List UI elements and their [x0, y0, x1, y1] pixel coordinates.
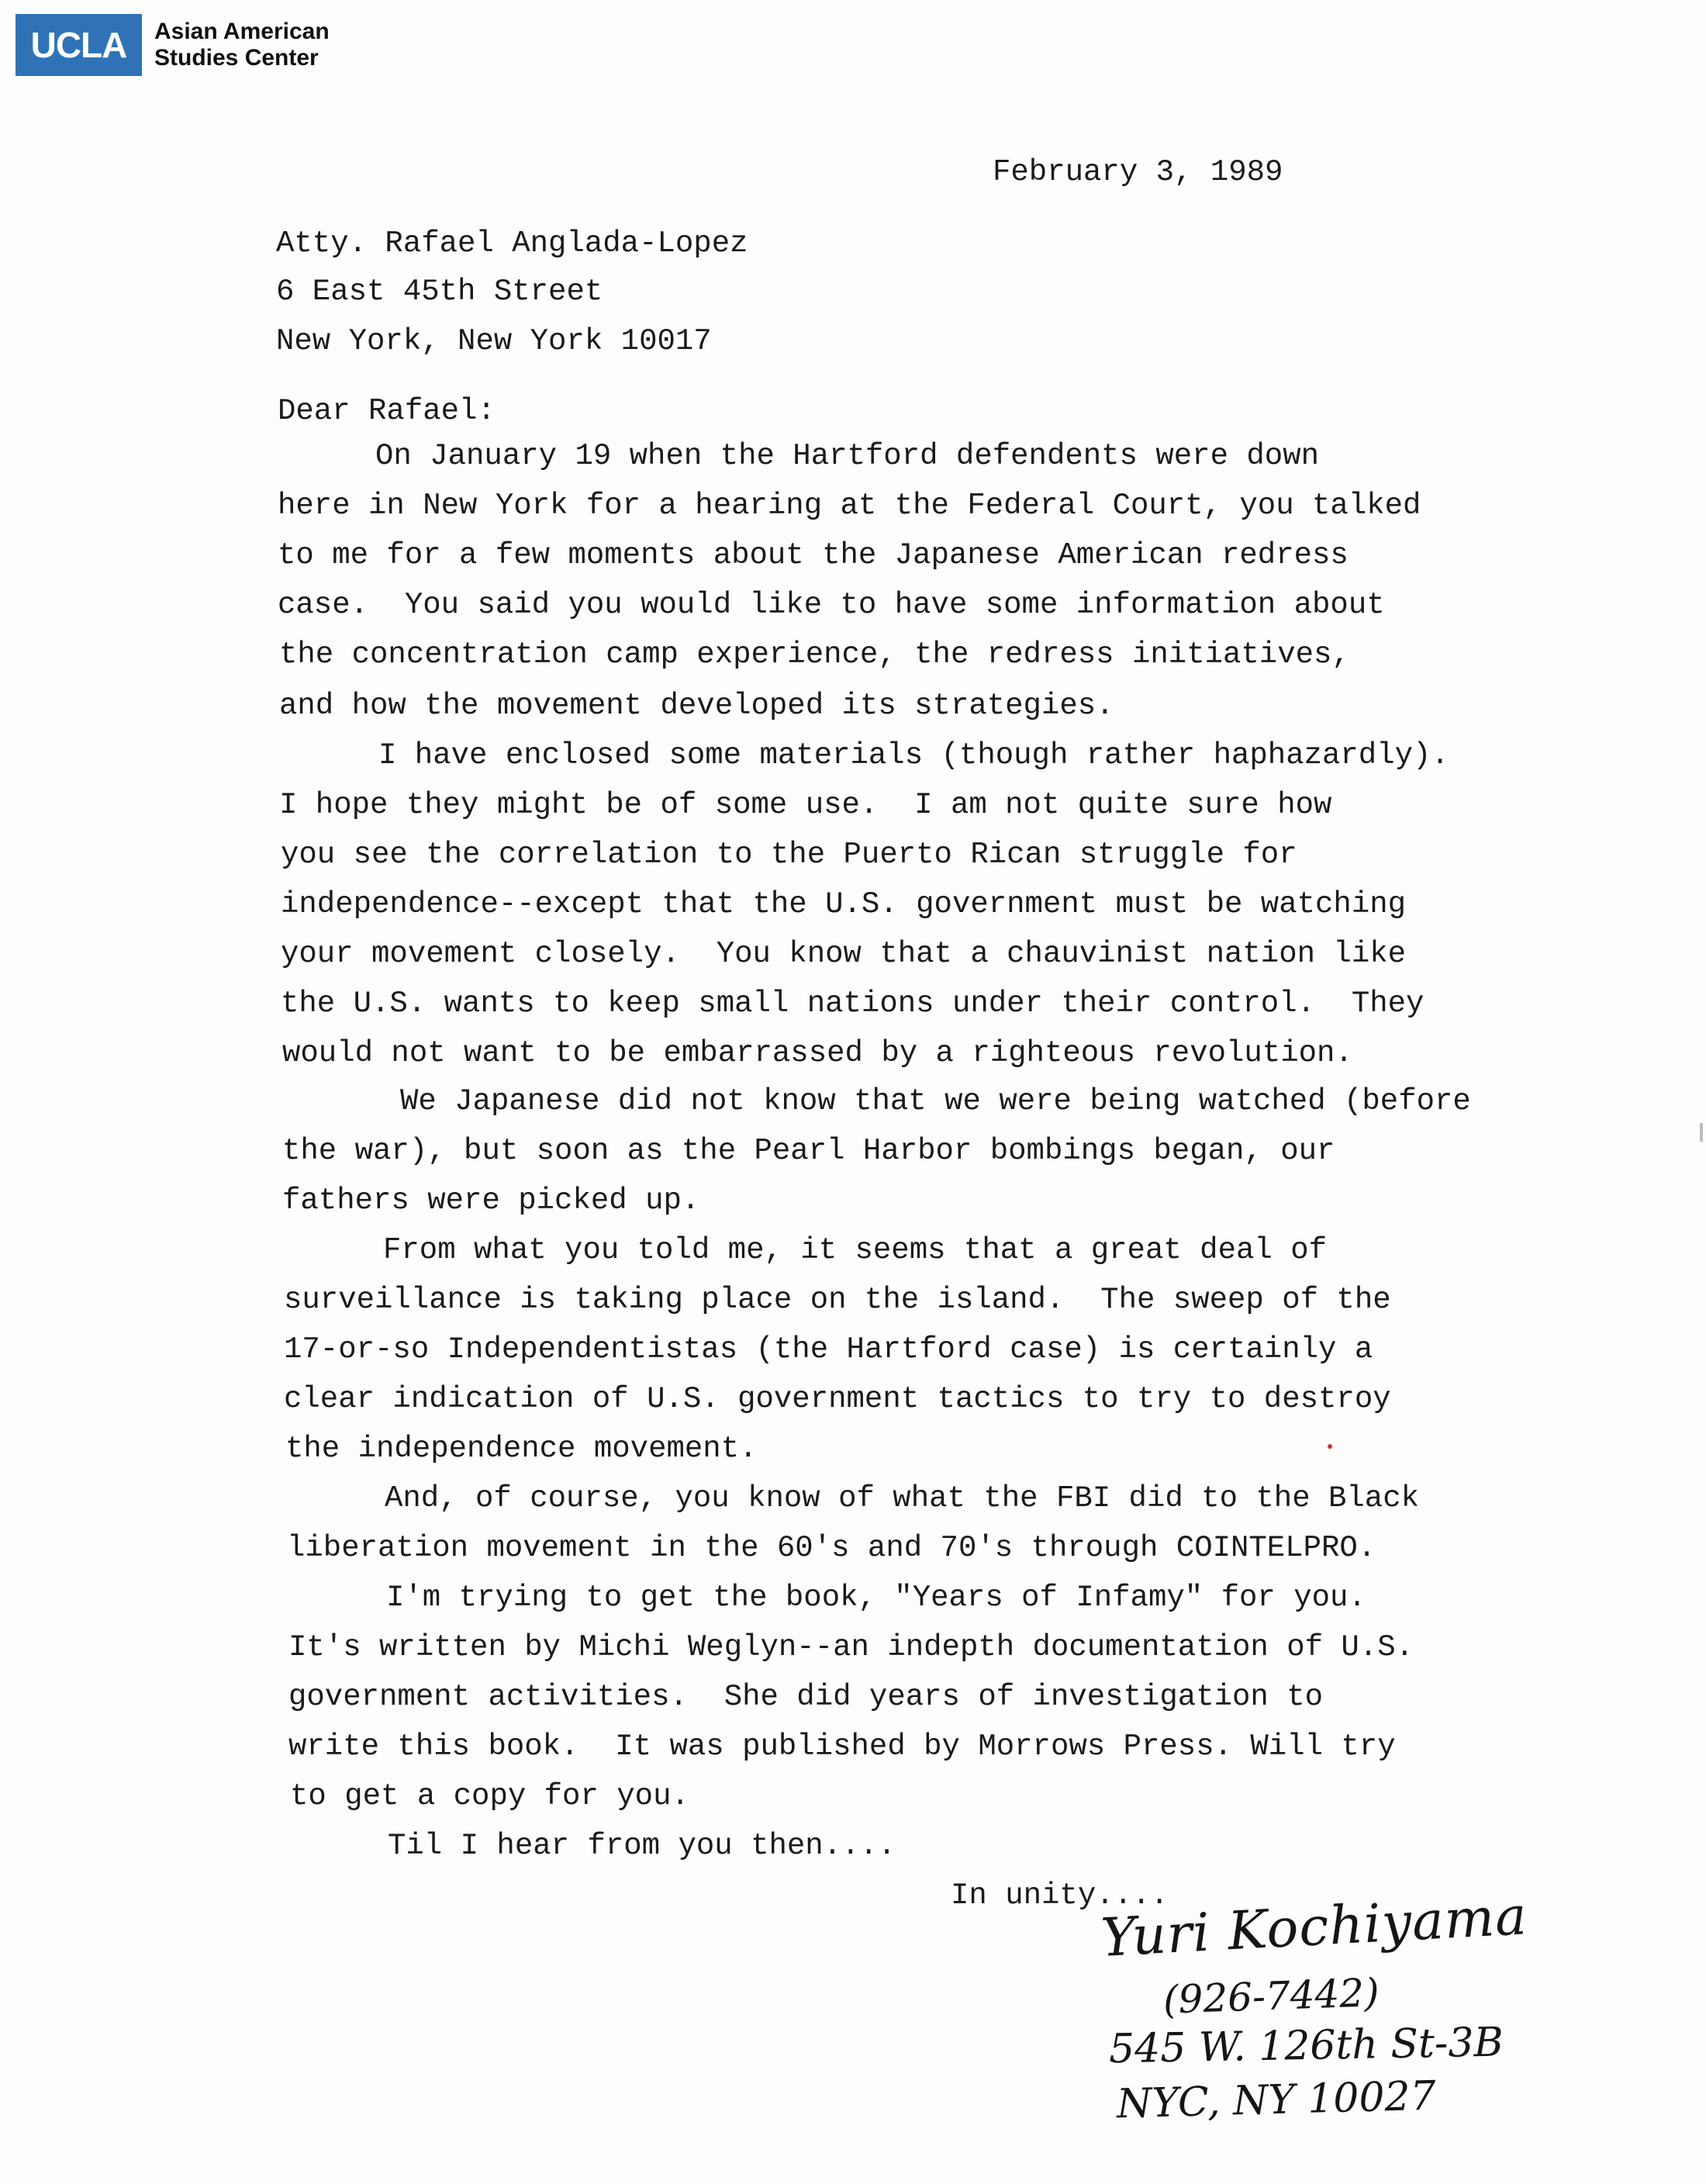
body-line: would not want to be embarrassed by a righteous revolution.	[282, 1036, 1353, 1070]
body-line: the independence movement.	[285, 1432, 758, 1466]
body-line: I have enclosed some materials (though rather haphazardly).	[378, 738, 1449, 772]
body-line: and how the movement developed its strategies.	[279, 689, 1114, 723]
center-name-line1: Asian American	[154, 19, 330, 44]
body-line: independence--except that the U.S. government must be watching	[281, 887, 1407, 921]
body-line: 17-or-so Independentistas (the Hartford case) is certainly a	[284, 1332, 1373, 1367]
body-line: write this book. It was published by Morrows Press. Will try	[288, 1730, 1396, 1764]
signature-city: NYC, NY 10027	[1116, 2072, 1437, 2128]
center-name	[154, 19, 330, 71]
body-line: the U.S. wants to keep small nations under their control. They	[281, 987, 1425, 1021]
ucla-logo-box: UCLA	[16, 14, 142, 76]
body-line: We Japanese did not know that we were being watched (before	[400, 1084, 1471, 1118]
body-line: your movement closely. You know that a chauvinist nation like	[281, 937, 1407, 971]
body-line: On January 19 when the Hartford defendents were down	[375, 439, 1319, 473]
body-line: I'm trying to get the book, "Years of Infamy" for you.	[386, 1581, 1366, 1615]
ucla-aasc-logo	[16, 14, 330, 76]
body-line: liberation movement in the 60's and 70's through COINTELPRO.	[287, 1531, 1376, 1565]
signature-name: Yuri Kochiyama	[1099, 1885, 1529, 1969]
body-line: It's written by Michi Weglyn--an indepth documentation of U.S.	[288, 1630, 1414, 1664]
ink-speck	[1328, 1444, 1332, 1449]
recipient-line: Atty. Rafael Anglada-Lopez	[276, 226, 748, 261]
body-line: the concentration camp experience, the redress initiatives,	[279, 638, 1350, 672]
recipient-line: New York, New York 10017	[276, 324, 712, 358]
body-line: to me for a few moments about the Japanese American redress	[278, 538, 1349, 572]
closing: In unity....	[951, 1878, 1169, 1913]
body-line: government activities. She did years of investigation to	[288, 1680, 1324, 1714]
body-line: fathers were picked up.	[282, 1184, 700, 1218]
body-line: case. You said you would like to have some information about	[278, 588, 1385, 622]
salutation: Dear Rafael:	[278, 394, 496, 428]
signature-address: 545 W. 126th St-3B	[1108, 2019, 1504, 2073]
body-line: here in New York for a hearing at the Federal Court, you talked	[278, 489, 1421, 523]
signature-phone: (926-7442)	[1162, 1970, 1380, 2023]
letter-date: February 3, 1989	[993, 155, 1283, 189]
body-line: clear indication of U.S. government tactics to try to destroy	[284, 1382, 1391, 1416]
body-line: From what you told me, it seems that a great deal of	[383, 1233, 1327, 1267]
handwritten-signature	[1086, 1885, 1551, 2141]
center-name-line2: Studies Center	[154, 45, 319, 71]
body-line: you see the correlation to the Puerto Rican struggle for	[281, 838, 1297, 872]
body-line: surveillance is taking place on the island. The sweep of the	[284, 1283, 1391, 1317]
recipient-line: 6 East 45th Street	[276, 275, 603, 309]
body-line: Til I hear from you then....	[388, 1829, 896, 1863]
body-line: the war), but soon as the Pearl Harbor bombings began, our	[282, 1134, 1335, 1168]
scan-edge-mark	[1700, 1123, 1703, 1142]
body-line: to get a copy for you.	[290, 1779, 689, 1813]
body-line: And, of course, you know of what the FBI did to the Black	[385, 1481, 1420, 1515]
body-line: I hope they might be of some use. I am not quite sure how	[279, 788, 1332, 822]
